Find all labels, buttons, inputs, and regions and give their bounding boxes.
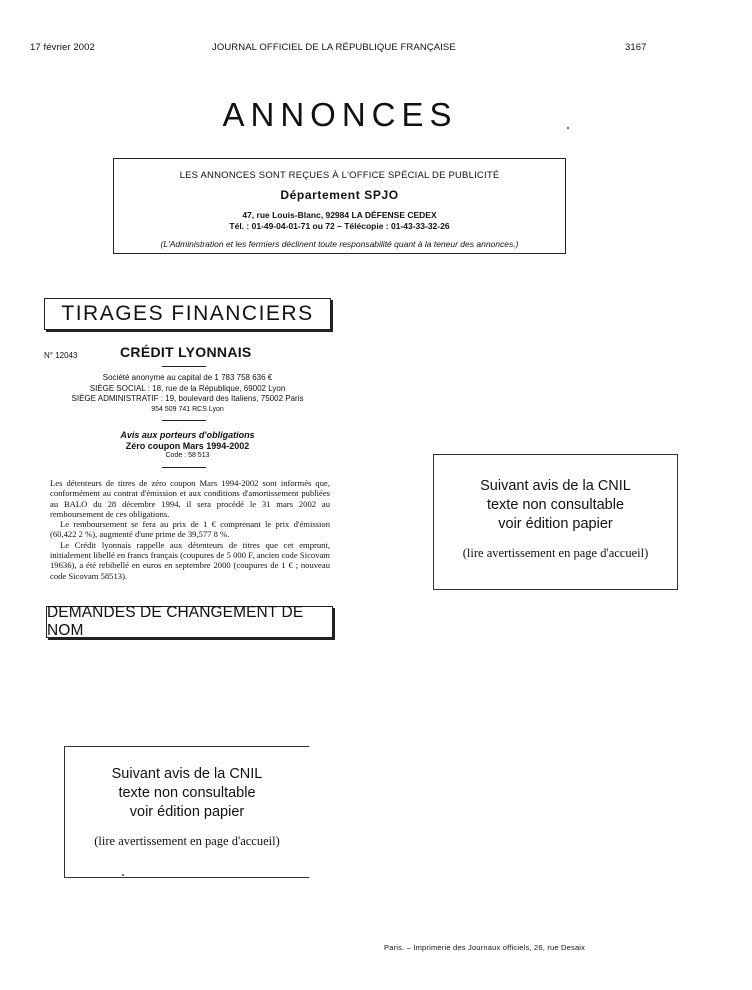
section-heading-tirages: TIRAGES FINANCIERS bbox=[44, 298, 331, 330]
speck bbox=[567, 127, 569, 129]
page-title: ANNONCES bbox=[222, 96, 458, 133]
company-name: CRÉDIT LYONNAIS bbox=[120, 344, 252, 360]
header-page-number: 3167 bbox=[625, 42, 647, 53]
notice-phone: Tél. : 01-49-04-01-71 ou 72 – Télécopie : 01-43-33-32-26 bbox=[229, 221, 450, 231]
cnil-line-2: texte non consultable bbox=[486, 497, 625, 513]
announcement-body bbox=[50, 478, 330, 581]
company-siege-social: SIÈGE SOCIAL : 18, rue de la République, 69002 Lyon bbox=[89, 383, 286, 393]
speck bbox=[122, 874, 124, 876]
body-paragraph: Le remboursement se fera au prix de 1 € comprenant le prix d'émission (60,422 2 %), augmenté d'une prime de 39,577 8 %. bbox=[50, 519, 330, 540]
header-date: 17 février 2002 bbox=[30, 42, 95, 53]
avis-heading bbox=[40, 430, 335, 462]
printer-footer: Paris. – Imprimerie des Journaux officiels, 26, rue Desaix bbox=[384, 943, 586, 952]
header-journal-title: JOURNAL OFFICIEL DE LA RÉPUBLIQUE FRANÇAISE bbox=[212, 42, 456, 53]
company-siege-admin: SIÈGE ADMINISTRATIF : 19, boulevard des Italiens, 75002 Paris bbox=[71, 394, 304, 403]
cnil-notice-box bbox=[64, 746, 309, 878]
body-paragraph: Les détenteurs de titres de zéro coupon Mars 1994-2002 sont informés que, conformément au contrat d'émission et aux conditions d'amortissement publiées au BALO du 28 décembre 1994, il sera procédé le 31 mars 2002 au remboursement de ces obligations. bbox=[50, 478, 330, 519]
cnil-line-1: Suivant avis de la CNIL bbox=[111, 766, 263, 782]
notice-department: Département SPJO bbox=[280, 188, 399, 202]
cnil-line-2: texte non consultable bbox=[118, 785, 256, 801]
publicity-notice-box bbox=[113, 158, 566, 254]
avis-title: Avis aux porteurs d'obligations bbox=[120, 430, 255, 440]
company-capital: Société anonyme au capital de 1 783 758 636 € bbox=[102, 373, 273, 382]
company-details bbox=[40, 373, 335, 415]
cnil-line-3: voir édition papier bbox=[129, 804, 245, 820]
cnil-line-1: Suivant avis de la CNIL bbox=[480, 478, 631, 494]
body-paragraph: Le Crédit lyonnais rappelle aux détenteurs de titres que cet emprunt, initialement libellé en francs français (coupures de 5 000 F, ancien code Sicovam 19636), a été rebibellé en euros en septembre 2000 (coupures de 1 € ; nouveau code Sicovam 58513). bbox=[50, 539, 330, 581]
divider bbox=[162, 366, 206, 367]
cnil-line-3: voir édition papier bbox=[498, 516, 613, 532]
announcement-number: N° 12043 bbox=[44, 351, 78, 360]
company-rcs: 954 509 741 RCS Lyon bbox=[151, 405, 224, 413]
cnil-note: (lire avertissement en page d'accueil) bbox=[462, 546, 649, 560]
notice-line: LES ANNONCES SONT REÇUES À L'OFFICE SPÉCIAL DE PUBLICITÉ bbox=[179, 170, 500, 181]
divider bbox=[162, 467, 206, 468]
coupon-title: Zéro coupon Mars 1994-2002 bbox=[125, 440, 250, 451]
notice-disclaimer: (L'Administration et les fermiers déclinent toute responsabilité quant à la teneur des annonces.) bbox=[160, 239, 519, 249]
cnil-note: (lire avertissement en page d'accueil) bbox=[94, 834, 280, 848]
divider bbox=[162, 420, 206, 421]
cnil-notice-box bbox=[433, 454, 678, 590]
section-heading-demandes: DEMANDES DE CHANGEMENT DE NOM bbox=[46, 606, 333, 638]
coupon-code: Code : 58 513 bbox=[165, 452, 210, 459]
notice-address: 47, rue Louis-Blanc, 92984 LA DÉFENSE CEDEX bbox=[242, 210, 437, 220]
